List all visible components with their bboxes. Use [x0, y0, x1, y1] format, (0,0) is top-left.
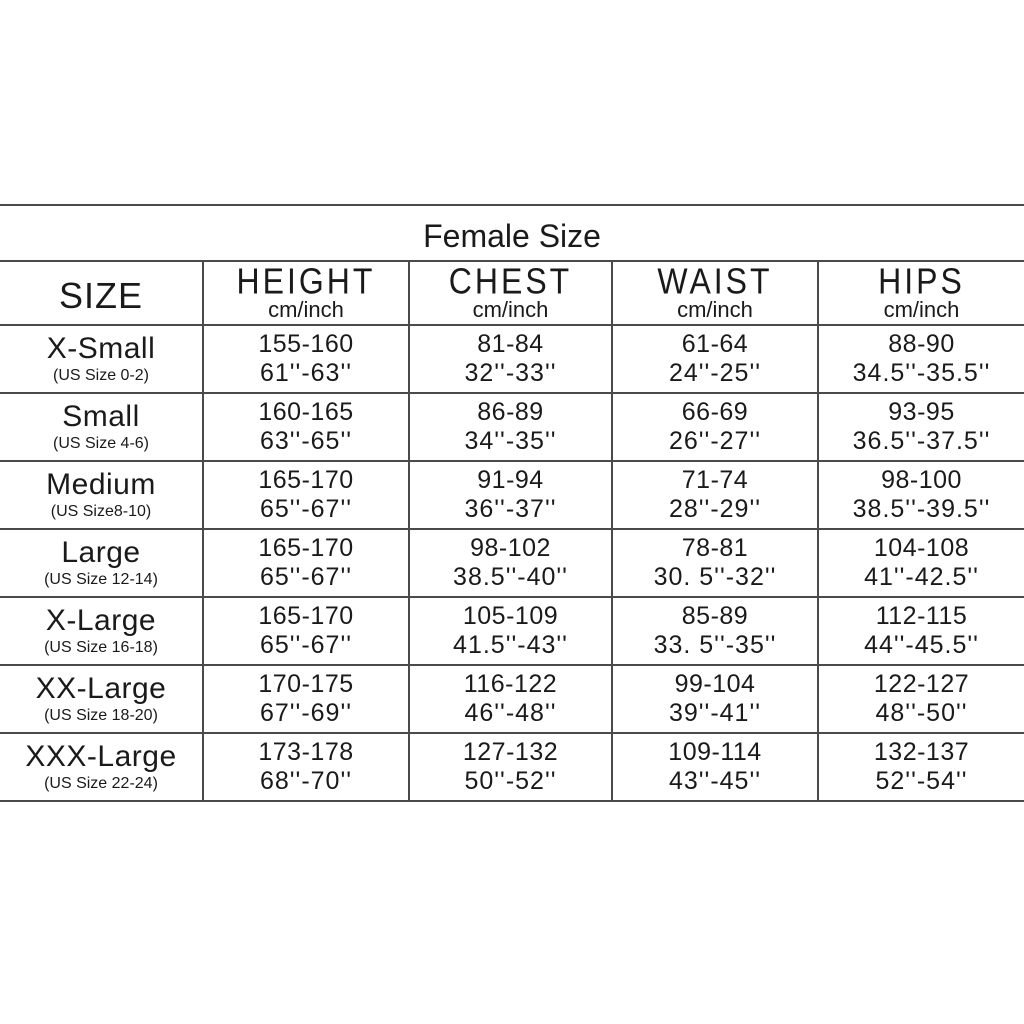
size-chart-table [0, 204, 1024, 802]
height-cm: 165-170 [258, 602, 354, 630]
waist-cm: 78-81 [681, 534, 749, 562]
hips-inch: 52''-54'' [875, 767, 968, 795]
size-us: (US Size 4-6) [52, 435, 150, 452]
table-row [0, 665, 1024, 733]
header-hips-label: HIPS [878, 261, 965, 302]
header-chest [409, 261, 612, 325]
hips-cm: 122-127 [873, 670, 970, 698]
chest-cell [409, 529, 612, 597]
header-row [0, 261, 1024, 325]
size-us: (US Size 0-2) [52, 367, 150, 384]
chest-inch: 38.5''-40'' [453, 563, 568, 591]
height-inch: 65''-67'' [259, 495, 353, 523]
height-inch: 61''-63'' [259, 359, 353, 387]
title-cell [0, 205, 1024, 261]
chest-cm: 81-84 [477, 330, 544, 358]
chest-cell [409, 393, 612, 461]
size-name: Large [61, 536, 141, 569]
size-cell [0, 393, 203, 461]
height-inch: 63''-65'' [259, 427, 353, 455]
chest-inch: 36''-37'' [464, 495, 557, 523]
table-row [0, 325, 1024, 393]
chest-cm: 98-102 [470, 534, 551, 562]
height-cm: 165-170 [258, 534, 354, 562]
size-cell [0, 665, 203, 733]
size-us: (US Size 22-24) [44, 775, 158, 792]
table-row [0, 461, 1024, 529]
height-cell [203, 665, 409, 733]
chest-inch: 50''-52'' [464, 767, 557, 795]
waist-cell [612, 529, 818, 597]
height-inch: 67''-69'' [259, 699, 353, 727]
header-chest-label: CHEST [448, 261, 573, 302]
chest-cm: 91-94 [477, 466, 544, 494]
hips-inch: 48''-50'' [875, 699, 968, 727]
chest-cell [409, 733, 612, 801]
waist-inch: 26''-27'' [668, 427, 762, 455]
hips-cell [818, 325, 1024, 393]
waist-cell [612, 325, 818, 393]
table-row [0, 597, 1024, 665]
hips-inch: 38.5''-39.5'' [852, 495, 991, 523]
hips-cm: 112-115 [875, 602, 968, 630]
hips-cm: 132-137 [873, 738, 970, 766]
header-hips [818, 261, 1024, 325]
waist-cell [612, 461, 818, 529]
height-cm: 160-165 [258, 398, 354, 426]
size-cell [0, 529, 203, 597]
height-inch: 65''-67'' [259, 563, 353, 591]
size-name: X-Small [46, 332, 156, 365]
hips-cm: 88-90 [888, 330, 955, 358]
waist-cell [612, 597, 818, 665]
hips-cell [818, 393, 1024, 461]
size-name: X-Large [45, 604, 157, 637]
hips-inch: 34.5''-35.5'' [852, 359, 991, 387]
hips-cm: 104-108 [873, 534, 970, 562]
waist-cm: 71-74 [681, 466, 749, 494]
waist-cm: 61-64 [681, 330, 749, 358]
chest-cm: 105-109 [462, 602, 559, 630]
height-cell [203, 529, 409, 597]
waist-cell [612, 665, 818, 733]
waist-inch: 28''-29'' [668, 495, 762, 523]
height-inch: 65''-67'' [259, 631, 353, 659]
waist-cm: 66-69 [681, 398, 749, 426]
hips-cell [818, 597, 1024, 665]
size-name: XXX-Large [25, 740, 177, 773]
size-us: (US Size 18-20) [44, 707, 158, 724]
height-cm: 165-170 [258, 466, 354, 494]
header-size-label: SIZE [58, 275, 143, 316]
header-size [0, 261, 203, 325]
table-title: Female Size [423, 218, 601, 254]
title-row [0, 205, 1024, 261]
chest-cell [409, 325, 612, 393]
size-name: Medium [46, 468, 156, 501]
size-cell [0, 461, 203, 529]
chest-cell [409, 461, 612, 529]
size-us: (US Size 12-14) [44, 571, 158, 588]
waist-inch: 43''-45'' [668, 767, 762, 795]
header-height [203, 261, 409, 325]
height-cm: 155-160 [258, 330, 354, 358]
header-height-label: HEIGHT [236, 261, 376, 302]
waist-inch: 30. 5''-32'' [653, 563, 777, 591]
chest-inch: 34''-35'' [464, 427, 557, 455]
size-name: Small [62, 400, 140, 433]
height-cell [203, 733, 409, 801]
chest-cell [409, 597, 612, 665]
waist-cm: 99-104 [674, 670, 756, 698]
chest-cm: 116-122 [463, 670, 558, 698]
size-us: (US Size 16-18) [44, 639, 158, 656]
header-waist [612, 261, 818, 325]
size-name: XX-Large [35, 672, 167, 705]
table-row [0, 393, 1024, 461]
size-cell [0, 325, 203, 393]
hips-cell [818, 529, 1024, 597]
size-cell [0, 597, 203, 665]
hips-inch: 44''-45.5'' [864, 631, 979, 659]
hips-cm: 93-95 [888, 398, 955, 426]
height-cm: 170-175 [258, 670, 354, 698]
chest-inch: 46''-48'' [464, 699, 557, 727]
chest-cm: 86-89 [477, 398, 544, 426]
chest-cm: 127-132 [462, 738, 559, 766]
height-cell [203, 325, 409, 393]
height-inch: 68''-70'' [259, 767, 353, 795]
waist-cell [612, 733, 818, 801]
height-cell [203, 461, 409, 529]
chest-inch: 41.5''-43'' [453, 631, 568, 659]
hips-cell [818, 733, 1024, 801]
size-us: (US Size8-10) [50, 503, 152, 520]
header-hips-unit: cm/inch [883, 297, 960, 322]
waist-cm: 85-89 [681, 602, 749, 630]
header-height-unit: cm/inch [268, 297, 344, 322]
height-cm: 173-178 [258, 738, 354, 766]
hips-cm: 98-100 [881, 466, 962, 494]
hips-inch: 36.5''-37.5'' [852, 427, 991, 455]
header-waist-label: WAIST [657, 261, 773, 302]
header-waist-unit: cm/inch [677, 297, 753, 322]
waist-cell [612, 393, 818, 461]
height-cell [203, 597, 409, 665]
height-cell [203, 393, 409, 461]
waist-cm: 109-114 [668, 738, 762, 766]
chest-cell [409, 665, 612, 733]
hips-inch: 41''-42.5'' [864, 563, 979, 591]
hips-cell [818, 665, 1024, 733]
waist-inch: 39''-41'' [668, 699, 762, 727]
waist-inch: 33. 5''-35'' [653, 631, 777, 659]
chest-inch: 32''-33'' [464, 359, 557, 387]
header-chest-unit: cm/inch [472, 297, 549, 322]
size-cell [0, 733, 203, 801]
hips-cell [818, 461, 1024, 529]
table-row [0, 733, 1024, 801]
waist-inch: 24''-25'' [668, 359, 762, 387]
table-row [0, 529, 1024, 597]
